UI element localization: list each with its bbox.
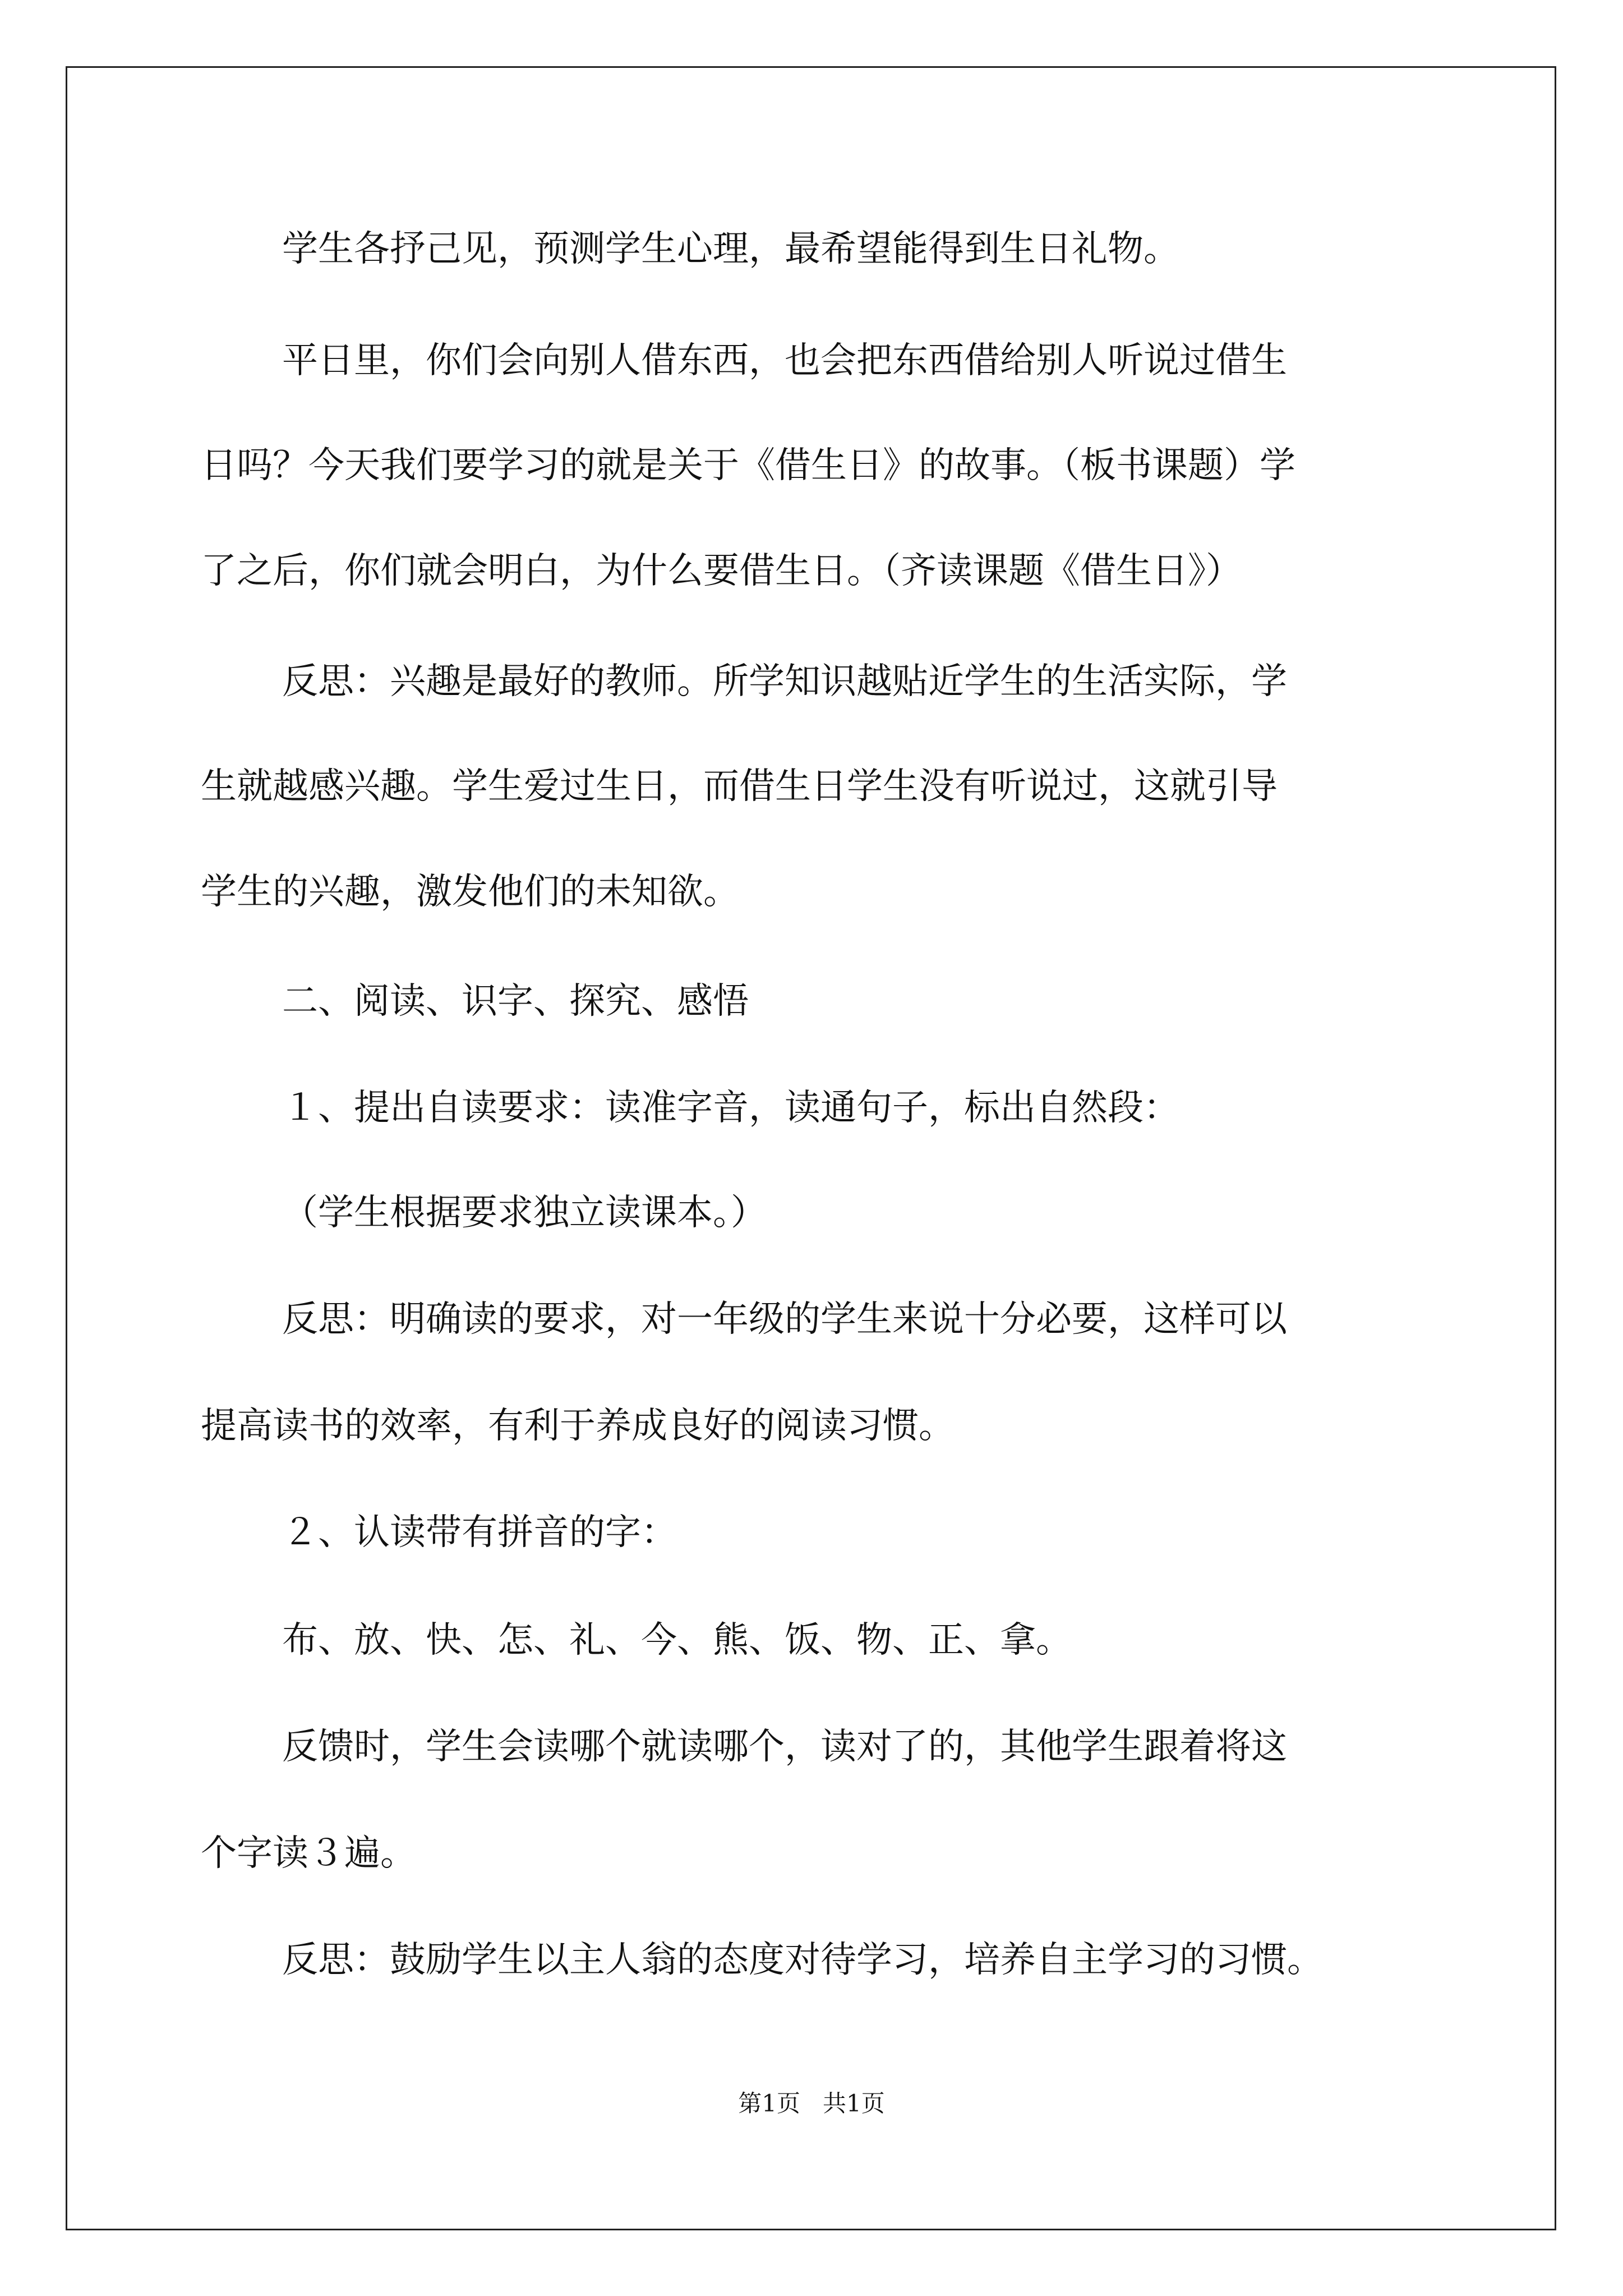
- page-footer: 第1页 共1页: [738, 2090, 885, 2117]
- paragraph-line: ２、认读带有拼音的字：: [282, 1512, 677, 1553]
- paragraph-line: 了之后，你们就会明白，为什么要借生日。（齐读课题《借生日》）: [201, 550, 1242, 592]
- paragraph-line: 反思：兴趣是最好的教师。所学知识越贴近学生的生活实际，学: [282, 661, 1287, 702]
- paragraph-line: 反思：鼓励学生以主人翁的态度对待学习，培养自主学习的习惯。: [282, 1939, 1323, 1981]
- paragraph-line: 平日里，你们会向别人借东西，也会把东西借给别人听说过借生: [282, 340, 1287, 381]
- paragraph-line: 学生的兴趣，激发他们的未知欲。: [201, 871, 739, 913]
- paragraph-line: 生就越感兴趣。学生爱过生日，而借生日学生没有听说过，这就引导: [201, 766, 1278, 807]
- paragraph-line: 学生各抒己见，预测学生心理，最希望能得到生日礼物。: [282, 228, 1179, 270]
- paragraph-line: 个字读３遍。: [201, 1833, 416, 1874]
- paragraph-line: 提高读书的效率，有利于养成良好的阅读习惯。: [201, 1405, 955, 1447]
- paragraph-line: 反思：明确读的要求，对一年级的学生来说十分必要，这样可以: [282, 1299, 1287, 1340]
- section-heading: 二、阅读、识字、探究、感悟: [282, 981, 749, 1022]
- page-border: [66, 66, 1556, 2230]
- paragraph-line: 布、放、快、怎、礼、今、熊、饭、物、正、拿。: [282, 1619, 1072, 1661]
- paragraph-line: １、提出自读要求：读准字音，读通句子，标出自然段：: [282, 1087, 1179, 1129]
- paragraph-line: （学生根据要求独立读课本。）: [282, 1192, 767, 1234]
- paragraph-line: 反馈时，学生会读哪个就读哪个，读对了的，其他学生跟着将这: [282, 1726, 1287, 1768]
- paragraph-line: 日吗？今天我们要学习的就是关于《借生日》的故事。（板书课题）学: [201, 445, 1295, 486]
